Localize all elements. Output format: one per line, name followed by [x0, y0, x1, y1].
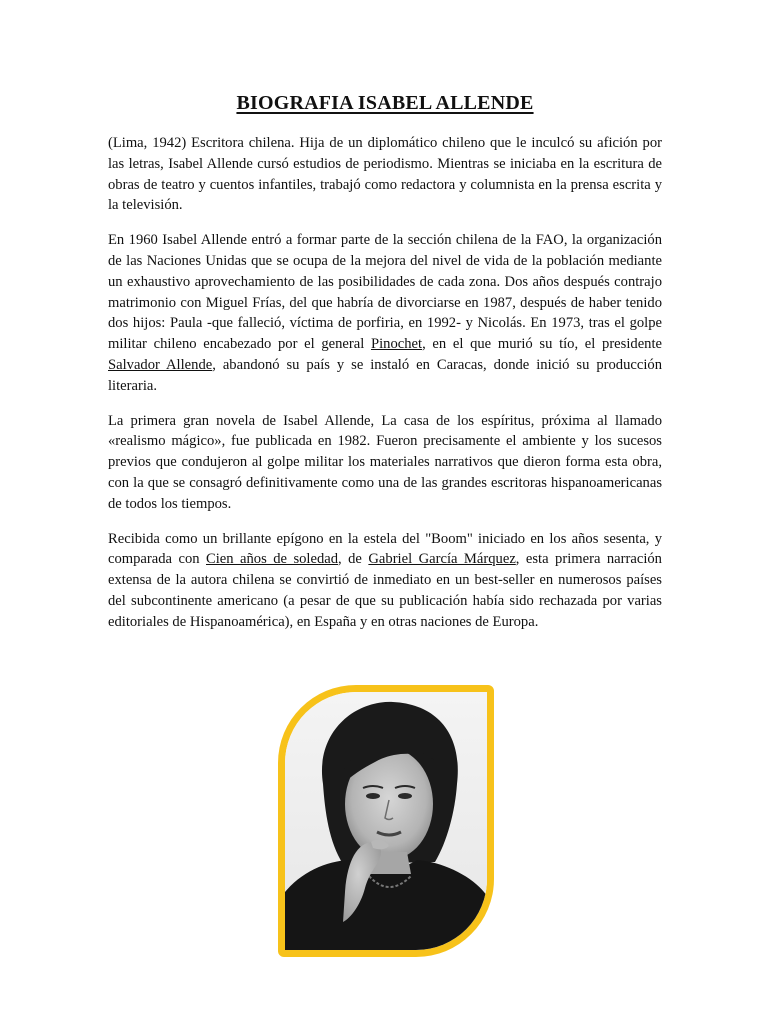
paragraph-text: , en el que murió su tío, el presidente: [422, 336, 662, 353]
paragraph-text: , de: [338, 551, 369, 568]
paragraph-fao: [108, 230, 662, 396]
portrait-photo: [278, 685, 494, 957]
paragraph-text: En 1960 Isabel Allende entró a formar parte de la sección chilena de la FAO, la organización de las Naciones Unidas que se ocupa de la mejora del nivel de vida de la población mediante un exhaustivo aprovechamiento de las posibilidades de cada zona. Dos años después contrajo matrimonio con Miguel Frías, del que habría de divorciarse en 1987, después de haber tenido dos hijos: Paula -que falleció, víctima de porfiria, en 1992- y Nicolás. En 1973, tras el golpe militar chileno encabezado por el general: [108, 232, 662, 353]
paragraph-text: Recibida como un brillante epígono en la estela del "Boom" iniciado en los años sesenta, y comparada con: [108, 530, 662, 568]
portrait-image: [285, 692, 487, 950]
document-page: [108, 92, 662, 647]
page-title: BIOGRAFIA ISABEL ALLENDE: [236, 92, 534, 114]
link-pinochet[interactable]: Pinochet: [370, 336, 423, 353]
paragraph-text: , esta primera narración extensa de la autora chilena se convirtió de inmediato en un best-seller en numerosos países del subcontinente americano (a pesar de que su publicación había sido rechazada por varias editoriales de Hispanoamérica), en España y en otras naciones de Europa.: [108, 551, 662, 630]
paragraph-novela: La primera gran novela de Isabel Allende, La casa de los espíritus, próxima al llamado «realismo mágico», fue publicada en 1982. Fueron precisamente el ambiente y los sucesos previos que condujeron al golpe militar los materiales narrativos que dieron forma esta obra, con la que se consagró definitivamente como una de las grandes escritoras hispanoamericanas de todos los tiempos.: [108, 412, 662, 512]
paragraph-boom: [108, 529, 662, 633]
paragraph-text: , abandonó su país y se instaló en Caracas, donde inició su producción literaria.: [108, 356, 662, 394]
link-gabriel-garcia-marquez[interactable]: Gabriel García Márquez: [368, 551, 516, 568]
link-cien-anos-de-soledad[interactable]: Cien años de soledad: [206, 551, 339, 568]
paragraph-intro: (Lima, 1942) Escritora chilena. Hija de un diplomático chileno que le inculcó su afición por las letras, Isabel Allende cursó estudios de periodismo. Mientras se iniciaba en la escritura de obras de teatro y cuentos infantiles, trabajó como redactora y columnista en la prensa escrita y la televisión.: [108, 135, 662, 214]
link-salvador-allende[interactable]: Salvador Allende: [108, 356, 213, 373]
